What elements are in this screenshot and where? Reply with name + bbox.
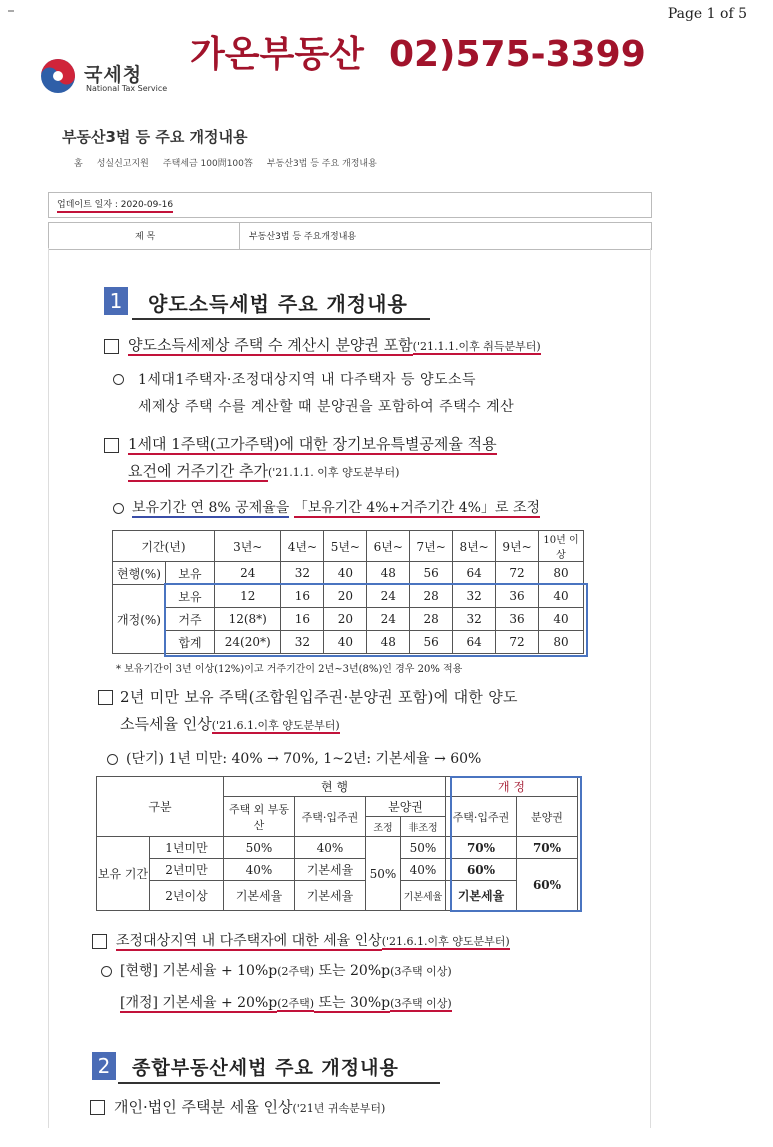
table-cell: 70% — [446, 837, 517, 859]
table-cell: 40 — [324, 631, 367, 654]
table-cell: 60% — [446, 859, 517, 881]
table-cell: 기본세율 — [446, 881, 517, 911]
table-cell: 40% — [224, 859, 295, 881]
table-cell: 60% — [517, 859, 578, 911]
row-label: 보유 기간 — [97, 837, 150, 911]
section-number: 2 — [92, 1052, 116, 1080]
row-sublabel: 보유 — [166, 562, 215, 585]
table-cell: 12(8*) — [215, 608, 281, 631]
table-header: 개 정 — [446, 777, 578, 797]
heading-note: ('21.6.1.이후 양도분부터) — [211, 719, 340, 732]
table-cell: 48 — [367, 562, 410, 585]
detail-text — [120, 960, 452, 980]
section-number: 1 — [104, 287, 128, 315]
rate-note: (3주택 이상) — [390, 997, 452, 1010]
section-title: 종합부동산세법 주요 개정내용 — [132, 1057, 399, 1079]
table-header: 주택 외 부동산 — [224, 797, 295, 837]
item-heading: 2년 미만 보유 주택(조합원입주권·분양권 포함)에 대한 양도 — [120, 688, 518, 706]
row-sublabel: 1년미만 — [150, 837, 224, 859]
table-header: 현 행 — [224, 777, 446, 797]
table-row — [113, 562, 584, 585]
table-cell: 28 — [410, 608, 453, 631]
rate-current: 또는 20%p — [314, 963, 391, 979]
table-header: 기간(년) — [113, 531, 215, 562]
table-cell: 24 — [215, 562, 281, 585]
rate-note: (3주택 이상) — [390, 965, 452, 978]
detail-text: (단기) 1년 미만: 40% → 70%, 1~2년: 기본세율 → 60% — [126, 751, 482, 767]
table-cell: 20 — [324, 585, 367, 608]
table-header: 주택·입주권 — [295, 797, 366, 837]
circle-bullet-icon — [113, 374, 124, 385]
agency-subtitle: National Tax Service — [86, 84, 168, 93]
section-underline — [118, 1082, 440, 1084]
row-sublabel: 2년미만 — [150, 859, 224, 881]
row-sublabel: 합계 — [166, 631, 215, 654]
table-cell: 32 — [453, 585, 496, 608]
table-cell: 50% — [366, 837, 401, 911]
breadcrumb-item[interactable]: 홈 — [74, 159, 83, 169]
title-label: 제 목 — [135, 232, 156, 242]
table-cell: 24 — [367, 585, 410, 608]
item-heading — [116, 930, 510, 950]
heading-text: 양도소득세제상 주택 수 계산시 분양권 포함 — [128, 336, 413, 354]
deduction-table — [112, 530, 584, 654]
page-indicator: Page 1 of 5 — [667, 6, 747, 22]
table-cell: 36 — [496, 585, 539, 608]
rate-note: (2주택) — [277, 965, 315, 978]
table-row — [113, 585, 584, 608]
table-header: 非조정 — [401, 817, 446, 837]
row-sublabel: 2년이상 — [150, 881, 224, 911]
table-cell: 16 — [281, 608, 324, 631]
table-cell: 기본세율 — [295, 859, 366, 881]
row-label: 현행(%) — [113, 562, 166, 585]
office-stamp: 가온부동산 02)575-3399 — [190, 34, 646, 75]
heading-text: 요건에 거주기간 추가 — [128, 462, 268, 480]
divider — [239, 223, 240, 249]
heading-note: ('21.6.1.이후 양도분부터) — [381, 935, 510, 948]
table-cell: 기본세율 — [295, 881, 366, 911]
table-cell: 12 — [215, 585, 281, 608]
table-header: 주택·입주권 — [446, 797, 517, 837]
table-row — [113, 531, 584, 562]
divider — [650, 248, 651, 1128]
rate-note: (2주택) — [277, 997, 315, 1010]
table-cell: 48 — [367, 631, 410, 654]
table-cell: 16 — [281, 585, 324, 608]
heading-note: ('21년 귀속분부터) — [292, 1102, 386, 1115]
circle-bullet-icon — [107, 754, 118, 765]
table-header: 7년~ — [410, 531, 453, 562]
table-header: 9년~ — [496, 531, 539, 562]
table-cell: 24(20*) — [215, 631, 281, 654]
item-heading — [114, 1096, 385, 1117]
scan-mark — [8, 10, 14, 12]
checkbox-icon — [90, 1100, 105, 1115]
table-cell: 40 — [539, 608, 584, 631]
table-row — [97, 837, 578, 859]
table-header: 분양권 — [366, 797, 446, 817]
detail-text — [120, 992, 452, 1012]
item-heading — [128, 460, 399, 481]
table-header: 6년~ — [367, 531, 410, 562]
checkbox-icon — [104, 339, 119, 354]
update-row — [48, 192, 652, 218]
rate-current: [현행] 기본세율 + 10%p — [120, 963, 278, 979]
table-row — [113, 608, 584, 631]
title-row — [48, 222, 652, 250]
table-cell: 50% — [224, 837, 295, 859]
detail-text — [132, 497, 540, 517]
table-header: 10년 이상 — [539, 531, 584, 562]
update-date: 업데이트 일자 : 2020-09-16 — [57, 197, 173, 213]
row-label: 개정(%) — [113, 585, 166, 654]
title-value: 부동산3법 등 주요개정내용 — [249, 232, 357, 242]
nts-logo-icon — [40, 58, 76, 94]
rate-revised: [개정] 기본세율 + 20%p — [120, 995, 278, 1011]
heading-note: ('21.1.1.이후 취득분부터) — [412, 340, 541, 353]
detail-highlight: 「보유기간 4%+거주기간 4%」로 조정 — [293, 500, 540, 516]
heading-text: 1세대 1주택(고가주택)에 대한 장기보유특별공제율 적용 — [128, 435, 497, 453]
rate-table — [96, 776, 578, 911]
table-row — [97, 859, 578, 881]
detail-text: 세제상 주택 수를 계산할 때 분양권을 포함하여 주택수 계산 — [138, 399, 515, 415]
circle-bullet-icon — [101, 966, 112, 977]
detail-prefix: 보유기간 연 8% 공제율을 — [132, 500, 290, 516]
table-header: 4년~ — [281, 531, 324, 562]
table-cell: 56 — [410, 562, 453, 585]
heading-text: 조정대상지역 내 다주택자에 대한 세율 인상 — [116, 933, 382, 949]
table-header: 구분 — [97, 777, 224, 837]
table-cell: 20 — [324, 608, 367, 631]
table-cell: 40 — [324, 562, 367, 585]
table-cell: 56 — [410, 631, 453, 654]
rate-revised: 또는 30%p — [314, 995, 391, 1011]
table-footnote: * 보유기간이 3년 이상(12%)이고 거주기간이 2년~3년(8%)인 경우 20% 적용 — [116, 664, 463, 675]
table-cell: 64 — [453, 562, 496, 585]
table-cell: 40% — [295, 837, 366, 859]
table-cell: 24 — [367, 608, 410, 631]
divider — [48, 248, 49, 1128]
table-cell: 32 — [453, 608, 496, 631]
table-cell: 32 — [281, 562, 324, 585]
breadcrumb-item[interactable]: 부동산3법 등 주요 개정내용 — [266, 159, 377, 169]
heading-text: 소득세율 인상 — [120, 715, 212, 733]
table-header: 분양권 — [517, 797, 578, 837]
table-row — [97, 881, 578, 911]
breadcrumb-item[interactable]: 성실신고지원 — [96, 159, 149, 169]
item-heading — [128, 433, 497, 454]
table-cell: 64 — [453, 631, 496, 654]
breadcrumb — [74, 156, 377, 169]
table-cell: 32 — [281, 631, 324, 654]
page-title: 부동산3법 등 주요 개정내용 — [62, 128, 248, 146]
table-header: 조정 — [366, 817, 401, 837]
table-row — [113, 631, 584, 654]
agency-name: 국세청 — [84, 64, 143, 86]
heading-text: 개인·법인 주택분 세율 인상 — [114, 1098, 293, 1116]
section-underline — [132, 318, 430, 320]
table-header: 3년~ — [215, 531, 281, 562]
checkbox-icon — [98, 690, 113, 705]
table-cell: 50% — [401, 837, 446, 859]
table-cell: 기본세율 — [224, 881, 295, 911]
heading-note: ('21.1.1. 이후 양도분부터) — [267, 466, 400, 479]
section-title: 양도소득세법 주요 개정내용 — [148, 292, 408, 316]
table-cell: 72 — [496, 562, 539, 585]
breadcrumb-item[interactable]: 주택세금 100問100答 — [162, 159, 253, 169]
table-header: 5년~ — [324, 531, 367, 562]
detail-text: 1세대1주택자·조정대상지역 내 다주택자 등 양도소득 — [138, 372, 477, 388]
table-cell: 28 — [410, 585, 453, 608]
item-heading — [128, 334, 541, 355]
table-cell: 36 — [496, 608, 539, 631]
table-header: 8년~ — [453, 531, 496, 562]
table-cell: 80 — [539, 562, 584, 585]
checkbox-icon — [104, 438, 119, 453]
table-cell: 70% — [517, 837, 578, 859]
item-heading — [120, 713, 340, 734]
table-row — [97, 777, 578, 797]
table-cell: 40 — [539, 585, 584, 608]
table-cell: 기본세율 — [401, 881, 446, 911]
table-cell: 40% — [401, 859, 446, 881]
row-sublabel: 거주 — [166, 608, 215, 631]
row-sublabel: 보유 — [166, 585, 215, 608]
table-cell: 72 — [496, 631, 539, 654]
circle-bullet-icon — [113, 503, 124, 514]
table-cell: 80 — [539, 631, 584, 654]
checkbox-icon — [92, 934, 107, 949]
